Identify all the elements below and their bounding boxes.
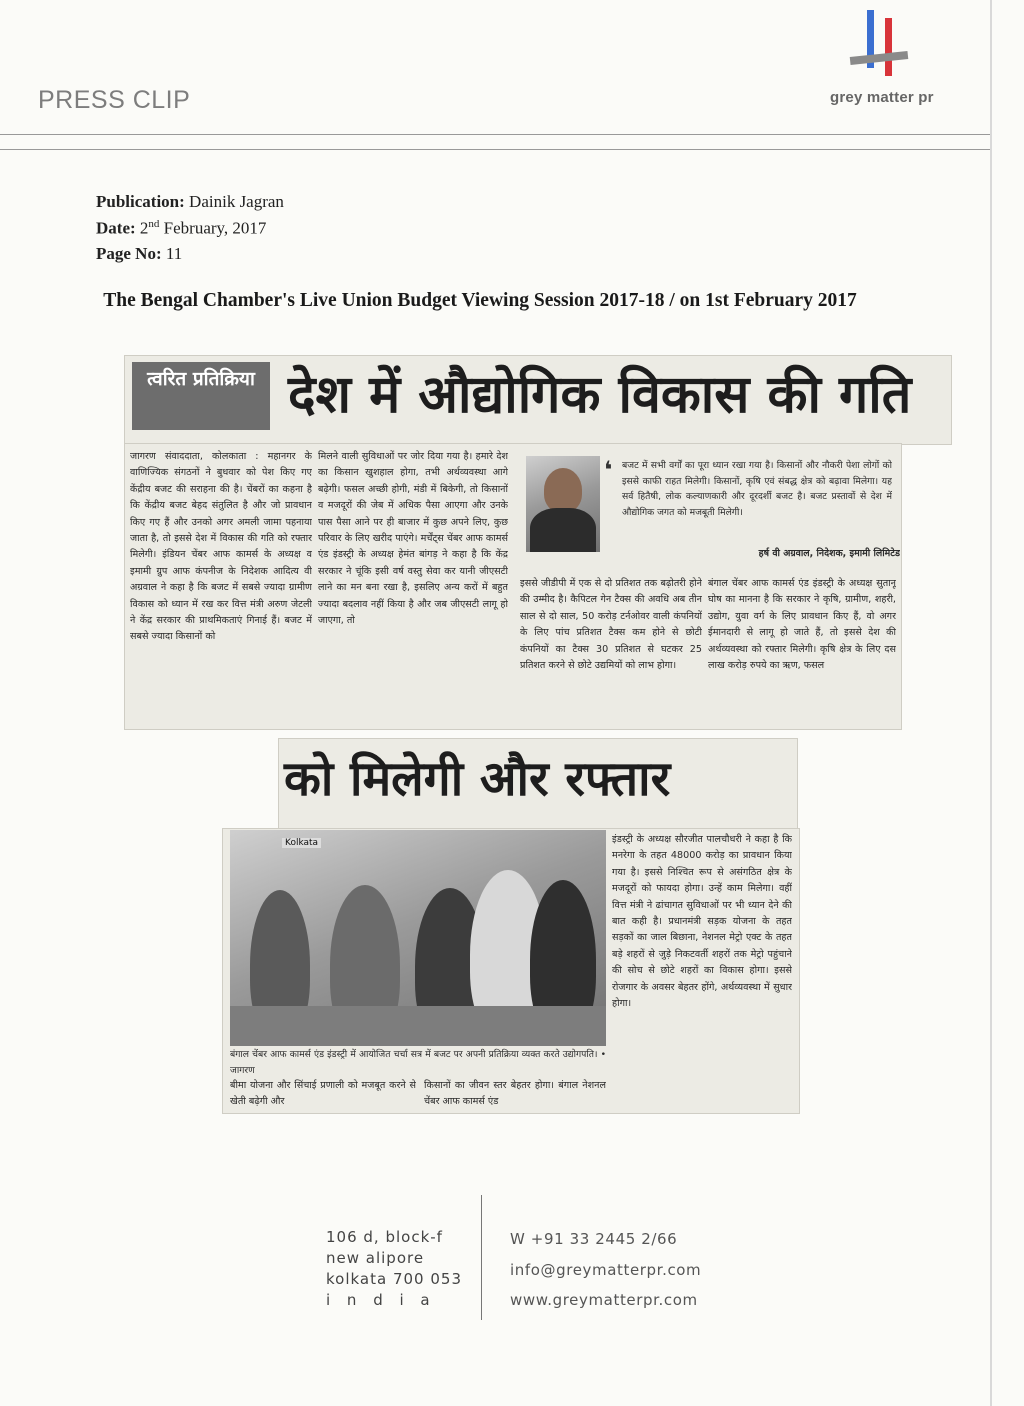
headline-part-2: को मिलेगी और रफ्तार bbox=[284, 751, 671, 807]
footer-address-line-2: new alipore bbox=[326, 1249, 425, 1267]
logo-text: grey matter pr bbox=[830, 89, 934, 106]
article-column-3: इससे जीडीपी में एक से दो प्रतिशत तक बढ़ोतरी होने की उम्मीद है। कैपिटल गेन टैक्स की अवधि अब तीन साल से दो साल, 50 करोड़ टर्नओवर वाली कंपनियों के लिए पांच प्रतिशत टैक्स कम होने से छोटी कंपनियों का टैक्स 30 प्रतिशत से घटकर 25 प्रतिशत करने से छोटे उद्यमियों को लाभ होगा। bbox=[520, 578, 702, 672]
date-label: Date: bbox=[96, 218, 136, 238]
date-suffix: nd bbox=[148, 218, 160, 230]
footer-phone: W +91 33 2445 2/66 bbox=[510, 1230, 678, 1248]
publication-value: Dainik Jagran bbox=[189, 192, 284, 211]
quick-reaction-tag: त्वरित प्रतिक्रिया bbox=[132, 362, 270, 430]
date-line bbox=[96, 218, 266, 239]
quote-mark-icon: ❛ bbox=[604, 456, 613, 484]
portrait-photo bbox=[526, 456, 600, 552]
page-label: Page No: bbox=[96, 244, 162, 263]
page-value: 11 bbox=[165, 244, 183, 263]
footer-website[interactable]: www.greymatterpr.com bbox=[510, 1291, 698, 1309]
publication-label: Publication: bbox=[96, 192, 185, 211]
footer-divider bbox=[481, 1195, 482, 1320]
header-rule bbox=[0, 134, 990, 135]
footer-email[interactable]: info@greymatterpr.com bbox=[510, 1261, 702, 1279]
footer-address-line-3: kolkata 700 053 bbox=[326, 1270, 462, 1288]
footer-address-line-1: 106 d, block-f bbox=[326, 1228, 443, 1246]
article-column-6: किसानों का जीवन स्तर बेहतर होगा। बंगाल नेशनल चेंबर आफ कामर्स एंड bbox=[424, 1080, 606, 1108]
article-column-7: इंडस्ट्री के अध्यक्ष सौरजीत पालचौधरी ने कहा है कि मनरेगा के तहत 48000 करोड़ का प्रावधान किया गया है। इससे निश्चित रूप से असंगठित क्षेत्र के मजदूरों को फायदा होगा। उन्हें काम मिलेगा। वहीं वित्त मंत्री ने ढांचागत सुविधाओं पर भी ध्यान देने की बात कही है। प्रधानमंत्री सड़क योजना के तहत सड़कों का जाल बिछाना, नेशनल मेट्रो एक्ट के तहत बड़े शहरों से जुड़े निकटवर्ती शहरों तक मेट्रो पहुंचाने की सोच से छोटे शहरों का विकास होगा। इससे रोजगार के अवसर बेहतर होंगे, अर्थव्यवस्था में सुधार होगा। bbox=[612, 834, 792, 1010]
article-column-5: बीमा योजना और सिंचाई प्रणाली को मजबूत करने से खेती बढ़ेगी और bbox=[230, 1080, 416, 1108]
page-edge bbox=[990, 0, 992, 1406]
date-day: 2 bbox=[139, 218, 149, 238]
press-clip-label: PRESS CLIP bbox=[38, 86, 191, 114]
article-column-4: बंगाल चेंबर आफ कामर्स एंड इंडस्ट्री के अध्यक्ष सुतानू घोष का मानना है कि सरकार ने कृषि, ग्रामीण, शहरी, उद्योग, युवा वर्ग के लिए प्रावधान किए हैं, वो अगर ईमानदारी से लागू हो जाते हैं, तो इससे देश की अर्थव्यवस्था को रफ्तार मिलेगी। कृषि क्षेत्र के लिए दस लाख करोड़ रुपये का ऋण, फसल bbox=[708, 578, 896, 672]
date-rest: February, 2017 bbox=[163, 218, 267, 238]
clip-title: The Bengal Chamber's Live Union Budget Viewing Session 2017-18 / on 1st February 2017 bbox=[103, 290, 857, 311]
publication-line bbox=[96, 192, 284, 212]
quote-attribution: हर्ष वी अग्रवाल, निदेशक, इमामी लिमिटेड bbox=[758, 548, 900, 559]
footer-address-line-4: i n d i a bbox=[326, 1291, 436, 1309]
page-line bbox=[96, 244, 182, 264]
article-column-1: जागरण संवाददाता, कोलकाता : महानगर के वाणिज्यिक संगठनों ने बुधवार को पेश किए गए केंद्रीय बजट की सराहना की है। चेंबरों का कहना है कि केंद्रीय बजट बेहद संतुलित है और जो प्रावधान किए गए हैं और उनको अगर अमली जामा पहनाया जाता है, तो इससे देश में विकास की गति को रफ्तार मिलेगी। इंडियन चेंबर आफ कामर्स के अध्यक्ष व इमामी ग्रुप आफ कंपनीज के निदेशक आदित्य वी अग्रवाल ने कहा है कि बजट में सबसे ज्यादा ग्रामीण विकास को ध्यान में रख कर वित्त मंत्री अरुण जेटली ने केंद्र सरकार की प्राथमिकताएं गिनाई हैं। बजट में सबसे ज्यादा किसानों को bbox=[130, 451, 312, 643]
quote-text: बजट में सभी वर्गों का पूरा ध्यान रखा गया है। किसानों और नौकरी पेशा लोगों को इससे काफी राहत मिलेगी। किसानों, कृषि एवं संबद्ध क्षेत्र को बढ़ावा मिलेगा। यह सर्व हितैषी, लोक कल्याणकारी और दूरदर्शी बजट है। बजट प्रस्तावों से देश में औद्योगिक जगत को मजबूती मिलेगी। bbox=[622, 460, 892, 518]
headline-part-1: देश में औद्योगिक विकास की गति bbox=[288, 365, 912, 425]
grey-matter-logo-icon bbox=[845, 4, 915, 84]
article-column-2: मिलने वाली सुविधाओं पर जोर दिया गया है। हमारे देश का किसान खुशहाल होगा, तभी अर्थव्यवस्था आगे बढ़ेगी। फसल अच्छी होगी, मंडी में बिकेगी, तो किसानों व मजदूरों की जेब में अधिक पैसा आएगा और उनके पास पैसा आने पर ही बाजार में कुछ अपने लिए, कुछ परिवार के लिए खरीद पाएंगे। मर्चेंट्स चेंबर आफ कामर्स एंड इंडस्ट्री के अध्यक्ष हेमंत बांगड़ ने कहा है कि केंद्र सरकार ने चूंकि इसी वर्ष वस्तु सेवा कर यानी जीएसटी लाने का मन बना रखा है, इसलिए अन्य करों में बहुत ज्यादा बदलाव नहीं किया है और जब जीएसटी लागू हो जाएगा, तो bbox=[318, 451, 508, 627]
event-photo bbox=[230, 830, 606, 1046]
photo-location-label: Kolkata bbox=[282, 838, 321, 848]
photo-caption: बंगाल चेंबर आफ कामर्स एंड इंडस्ट्री में आयोजित चर्चा सत्र में बजट पर अपनी प्रतिक्रिया व्यक्त करते उद्योगपति। • जागरण bbox=[230, 1049, 606, 1076]
header-rule-lower bbox=[0, 149, 990, 150]
